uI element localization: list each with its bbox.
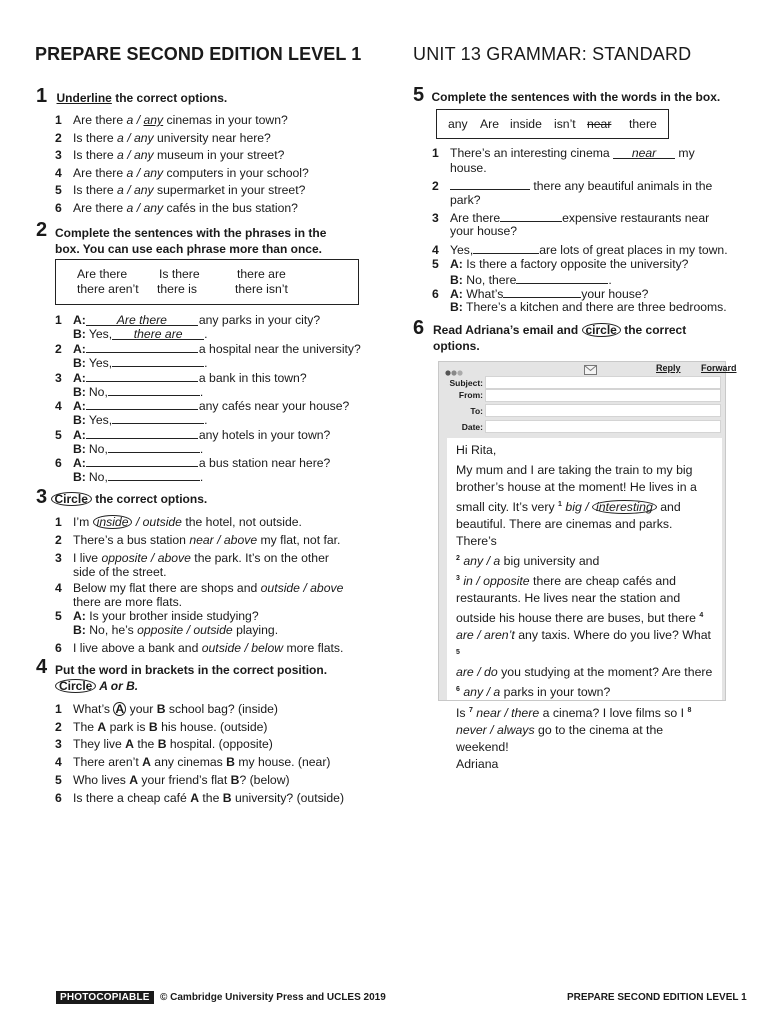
from-field[interactable] [485, 389, 721, 402]
section-instruction: Circle the correct options. [51, 492, 208, 506]
email-line: $^3$ in / opposite there are cheap cafés and [456, 574, 676, 589]
s3-item-cont: side of the street. [73, 565, 167, 579]
email-signature: Adriana [456, 756, 499, 771]
s1-item: 5 Is there a / any supermarket in your street? [55, 183, 306, 198]
s3-item: 2 There’s a bus station near / above my flat, not far. [55, 533, 341, 547]
answer-blank[interactable] [503, 286, 581, 298]
s2-item-b: B: Yes, . [73, 356, 208, 370]
s2-item-a: 5 A: any hotels in your town? [55, 428, 331, 442]
s3-item: 6 I live above a bank and outside / below more flats. [55, 641, 344, 655]
subject-label: Subject: [449, 378, 483, 388]
option-a: a [117, 183, 124, 198]
box-phrase: there is [157, 282, 197, 296]
s4-item: 3 They live A the B hospital. (opposite) [55, 737, 273, 752]
s2-item-b: B: No, . [73, 442, 204, 456]
s3-item: 1 I’m inside / outside the hotel, not outside. [55, 515, 302, 529]
s5-item-3-cont: your house? [450, 224, 518, 238]
s3-item: 3 I live opposite / above the park. It’s on the other [55, 551, 329, 565]
s3-item: 4 Below my flat there are shops and outside / above [55, 581, 344, 595]
option-any[interactable]: any [143, 201, 164, 215]
s1-item: 3 Is there a / any museum in your street? [55, 148, 285, 163]
s5-item-4: 4 Yes, are lots of great places in my town. [432, 243, 728, 257]
email-line: Is $^7$ near / there a cinema? I love films so I $^8$ [456, 705, 692, 720]
answer-blank[interactable] [516, 272, 608, 284]
box-word: there [629, 117, 657, 131]
s3-item: 5 A: Is your brother inside studying? [55, 609, 259, 623]
s4-item: 1 What’s A your B school bag? (inside) [55, 702, 278, 716]
option-any[interactable]: any [133, 130, 154, 145]
option-a: a [126, 165, 134, 180]
position-b[interactable]: B [226, 755, 235, 770]
page-title-right: UNIT 13 GRAMMAR: STANDARD [413, 44, 692, 64]
answer-blank[interactable] [112, 412, 204, 424]
position-a[interactable]: A [115, 702, 125, 716]
section-instruction: Put the word in brackets in the correct position. Circle A or B. [55, 663, 328, 693]
section-number: 2 [36, 219, 48, 241]
box-word: Are [480, 117, 499, 131]
answer-blank[interactable] [108, 384, 200, 396]
email-line: My mum and I are taking the train to my big [456, 463, 693, 477]
answer-blank[interactable] [450, 178, 530, 190]
answer-blank[interactable] [473, 242, 539, 254]
box-word: any [448, 117, 468, 131]
answer-blank[interactable]: Are there [86, 314, 198, 326]
email-line: restaurants. He lives near the station and [456, 591, 681, 606]
box-word: inside [510, 117, 542, 131]
section-5-header [413, 84, 720, 107]
email-line: small city. It’s very $^1$ big / interesting and [456, 500, 681, 515]
answer-blank[interactable] [86, 455, 198, 467]
forward-link[interactable]: Forward [701, 363, 737, 373]
email-line: brother’s house at the moment! He lives in a [456, 480, 697, 494]
s1-item: 1 Are there a / any cinemas in your town? [55, 113, 288, 127]
section-number: 5 [413, 84, 425, 106]
answer-blank[interactable] [86, 427, 198, 439]
answer-blank[interactable] [86, 341, 198, 353]
option-a: a [117, 130, 124, 145]
option-any[interactable]: any [133, 183, 154, 198]
position-b[interactable]: B [156, 702, 166, 716]
section-1-header [36, 85, 227, 108]
s5-item-6: 6 A: What’s your house? [432, 287, 649, 301]
box-phrase: there isn’t [235, 282, 288, 296]
section-2-header [36, 219, 47, 242]
email-line: never / always go to the cinema at the weekend! [456, 722, 664, 754]
s5-item-6-b: B: There’s a kitchen and there are three bedrooms. [450, 300, 727, 314]
box-word-crossed: near [587, 117, 612, 131]
option-a: a [126, 113, 134, 127]
copyright: © Cambridge University Press and UCLES 2019 [160, 992, 386, 1003]
section-6-header [413, 317, 424, 340]
s2-item-a: 1 A: Are there any parks in your city? [55, 313, 321, 327]
email-line: $^6$ any / a parks in your town? [456, 685, 611, 700]
s5-item-5: 5 A: Is there a factory opposite the university? [432, 257, 689, 271]
section-3-header [36, 486, 207, 509]
section-number: 4 [36, 656, 48, 678]
s5-item-1: 1 There’s an interesting cinema near my [432, 146, 695, 160]
position-a[interactable]: A [142, 755, 151, 770]
position-a[interactable]: A [129, 772, 139, 787]
box-phrase: there aren’t [77, 282, 139, 296]
page-title-left: PREPARE SECOND EDITION LEVEL 1 [35, 44, 362, 64]
email-body [447, 438, 722, 771]
s5-item-5-b: B: No, there . [450, 273, 612, 287]
position-a[interactable]: A [125, 737, 134, 752]
section-instruction: Underline the correct options. [56, 91, 228, 105]
s5-item-2: 2 there any beautiful animals in the [432, 179, 713, 193]
answer-blank[interactable] [500, 210, 562, 222]
section-instruction: Read Adriana’s email and circle the correct options. [433, 323, 687, 353]
email-line: outside his house there are buses, but there $^4$ [456, 611, 704, 626]
answer-blank[interactable]: near [613, 147, 675, 159]
s4-item: 2 The A park is B his house. (outside) [55, 719, 268, 734]
position-a[interactable]: A [97, 719, 107, 734]
option-any[interactable]: any [143, 165, 164, 180]
email-greeting: Hi Rita, [456, 443, 497, 457]
s3-item-b: B: No, he’s opposite / outside playing. [73, 623, 279, 637]
section-number: 6 [413, 317, 425, 339]
option-any[interactable]: any [143, 113, 164, 127]
s4-item: 6 Is there a cheap café A the B university? (outside) [55, 790, 345, 805]
phrase-box [55, 259, 359, 305]
s2-item-b: B: Yes, there are . [73, 327, 208, 341]
section-number: 1 [36, 85, 48, 107]
box-phrase: Are there [77, 267, 128, 281]
s3-item-cont: there are more flats. [73, 595, 183, 609]
answer-blank[interactable]: there are [112, 328, 204, 340]
email-line: beautiful. There are cinemas and parks. There’s [456, 517, 673, 549]
footer-level: PREPARE SECOND EDITION LEVEL 1 [567, 992, 747, 1003]
answer-blank[interactable] [112, 355, 204, 367]
position-b[interactable]: B [222, 790, 232, 805]
box-phrase: there are [237, 267, 286, 281]
option-a: a [126, 201, 134, 215]
word-box [436, 109, 669, 139]
s1-item: 4 Are there a / any computers in your school? [55, 165, 309, 180]
s5-item-3: 3 Are there expensive restaurants near [432, 211, 710, 225]
answer-blank[interactable] [86, 370, 198, 382]
to-label: To: [470, 406, 483, 416]
from-label: From: [458, 390, 483, 400]
s2-item-b: B: Yes, . [73, 413, 208, 427]
option-a: a [117, 148, 124, 163]
s4-item: 4 There aren’t A any cinemas B my house. (near) [55, 755, 331, 770]
answer-blank[interactable] [108, 441, 200, 453]
s2-item-a: 2 A: a hospital near the university? [55, 342, 361, 356]
email-line: are / do you studying at the moment? Are there [456, 665, 713, 680]
box-phrase: Is there [159, 267, 200, 281]
date-label: Date: [461, 422, 483, 432]
email-line: are / aren’t any taxis. Where do you live? What $^5$ [456, 628, 711, 657]
s5-item-1-cont: house. [450, 161, 487, 175]
s2-item-b: B: No, . [73, 470, 204, 484]
subject-field[interactable] [485, 376, 721, 389]
s2-item-a: 6 A: a bus station near here? [55, 456, 331, 470]
s1-item: 2 Is there a / any university near here? [55, 130, 271, 145]
section-instruction: Complete the sentences with the words in the box. [431, 90, 721, 104]
position-a[interactable]: A [190, 790, 200, 805]
to-field[interactable] [485, 404, 721, 417]
email-window [438, 361, 737, 771]
s1-item: 6 Are there a / any cafés in the bus station? [55, 201, 298, 215]
reply-link[interactable]: Reply [656, 363, 681, 373]
section-number: 3 [36, 486, 48, 508]
position-b[interactable]: B [148, 719, 158, 734]
box-word: isn’t [554, 117, 576, 131]
photocopiable-badge: PHOTOCOPIABLE [56, 991, 154, 1004]
s5-item-2-cont: park? [450, 193, 481, 207]
s2-item-b: B: No, . [73, 385, 204, 399]
option-any[interactable]: any [133, 148, 154, 163]
section-instruction: Complete the sentences with the phrases in the box. You can use each phrase more than once. [55, 226, 327, 256]
answer-blank[interactable] [86, 398, 198, 410]
answer-blank[interactable] [108, 469, 200, 481]
position-b[interactable]: B [157, 737, 167, 752]
position-b[interactable]: B [230, 772, 240, 787]
email-line: $^2$ any / a big university and [456, 554, 600, 569]
s2-item-a: 3 A: a bank in this town? [55, 371, 307, 385]
s2-item-a: 4 A: any cafés near your house? [55, 399, 350, 413]
date-field[interactable] [485, 420, 721, 433]
s4-item: 5 Who lives A your friend’s flat B? (below) [55, 772, 290, 787]
section-4-header [36, 656, 47, 679]
